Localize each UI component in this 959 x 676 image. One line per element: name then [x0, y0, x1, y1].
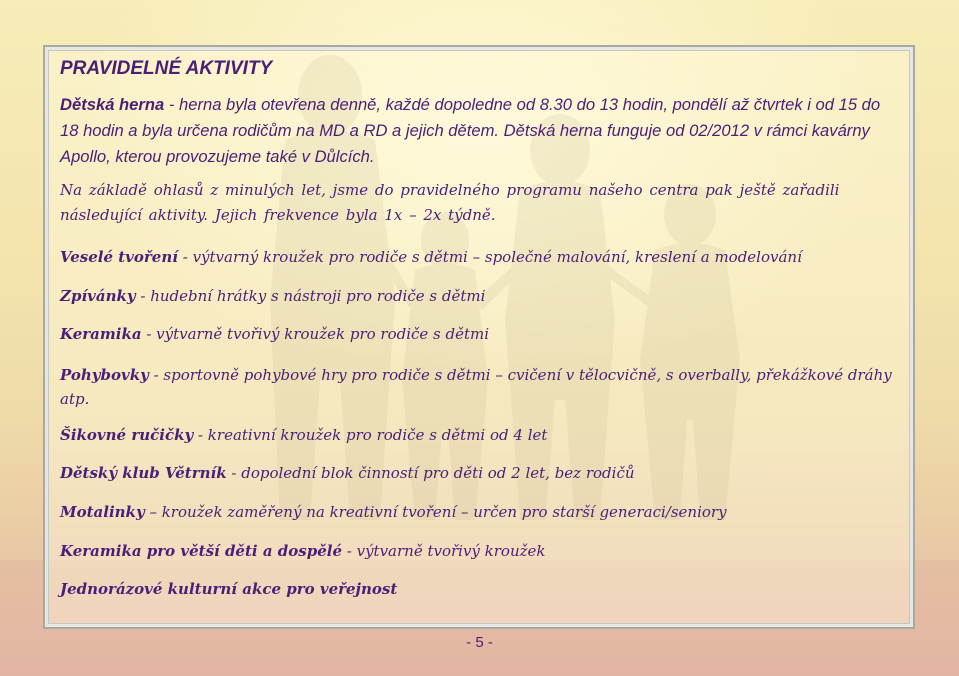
activity-name: Veselé tvoření [60, 248, 178, 266]
activity-name: Dětský klub Větrník [60, 464, 227, 482]
activity-item [60, 286, 900, 306]
activity-desc: - výtvarně tvořivý kroužek pro rodiče s dětmi [141, 325, 490, 343]
intro-text: - herna byla otevřena denně, každé dopoledne od 8.30 do 13 hodin, pondělí až čtvrtek i od 15 do 18 hodin a byla určena rodičům na MD a RD a jejich dětem. Dětská herna funguje od 02/2012 v rámci kavárny Apollo, kterou provozujeme také v Důlcích. [60, 95, 881, 166]
activity-desc: - výtvarný kroužek pro rodiče s dětmi – společné malování, kreslení a modelování [177, 248, 802, 266]
activity-item [60, 247, 900, 267]
activity-desc: - kreativní kroužek pro rodiče s dětmi od 4 let [193, 426, 548, 444]
activity-name: Motalinky [60, 503, 145, 521]
activity-name: Keramika [60, 325, 142, 343]
activity-item [60, 363, 900, 411]
page-content [60, 58, 900, 242]
activity-item [60, 579, 900, 599]
activity-desc: - dopolední blok činností pro děti od 2 let, bez rodičů [226, 464, 635, 482]
activity-name: Zpívánky [60, 287, 136, 305]
activity-item [60, 541, 900, 561]
activity-desc: – kroužek zaměřený na kreativní tvoření – určen pro starší generaci/seniory [144, 503, 727, 521]
activity-item [60, 324, 900, 344]
activity-name: Jednorázové kulturní akce pro veřejnost [60, 580, 398, 598]
intro-paragraph [60, 92, 900, 170]
activity-name: Keramika pro větší děti a dospělé [60, 542, 342, 560]
activity-name: Pohybovky [60, 366, 149, 384]
page-title: PRAVIDELNÉ AKTIVITY [60, 58, 273, 79]
activity-item [60, 502, 900, 522]
activity-desc: - výtvarně tvořivý kroužek [341, 542, 546, 560]
activity-item [60, 425, 900, 445]
activity-desc: - sportovně pohybové hry pro rodiče s dětmi – cvičení v tělocvičně, s overbally, překážkové dráhy atp. [60, 366, 892, 408]
activity-name: Šikovné ručičky [60, 426, 194, 444]
intro-heading: Dětská herna [60, 95, 165, 114]
page-number: - 5 - [466, 634, 493, 651]
note-paragraph: Na základě ohlasů z minulých let, jsme do pravidelného programu našeho centra pak ještě zařadili následující aktivity. Jejich frekvence byla 1x – 2x týdně. [60, 181, 840, 224]
activity-item [60, 463, 900, 483]
activity-desc: - hudební hrátky s nástroji pro rodiče s dětmi [135, 287, 486, 305]
